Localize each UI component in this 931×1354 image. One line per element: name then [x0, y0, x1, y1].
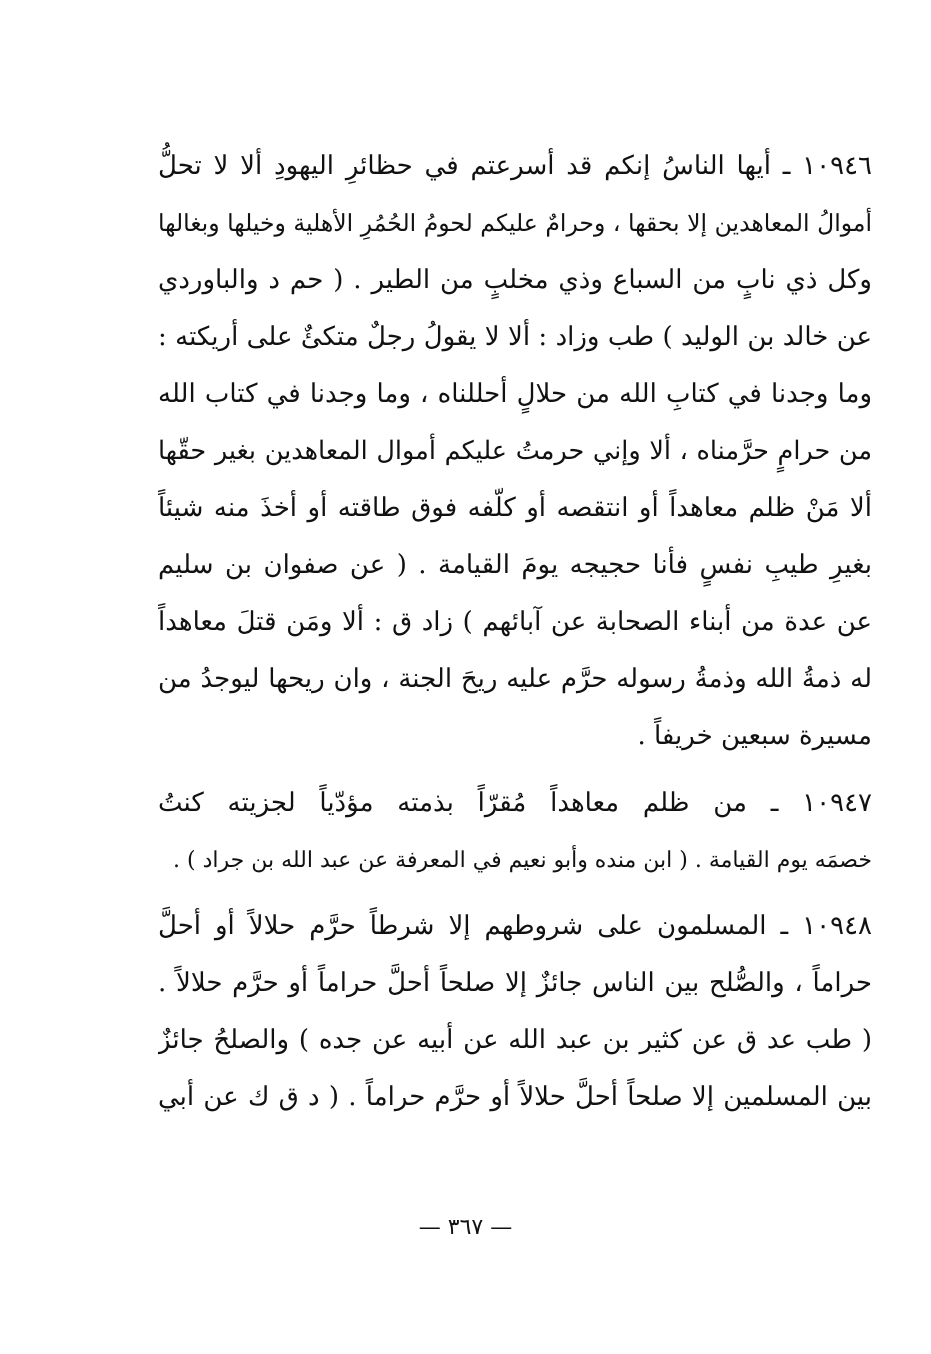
text-line: مسيرة سبعين خريفاً . — [637, 721, 872, 751]
text-line: ١٠٩٤٧ ـ من ظلم معاهداً مُقرّاً بذمته مؤدّياً لجزيته كنتُ — [158, 788, 872, 818]
text-line: بين المسلمين إلا صلحاً أحلَّ حلالاً أو حرَّم حراماً . ( د ق ك عن أبي — [158, 1082, 872, 1112]
page-body — [158, 138, 872, 1126]
text-line: ألا مَنْ ظلم معاهداً أو انتقصه أو كلّفه فوق طاقته أو أخذَ منه شيئاً — [158, 493, 872, 523]
text-line: من حرامٍ حرَّمناه ، ألا وإني حرمتُ عليكم أموال المعاهدين بغير حقّها — [158, 436, 872, 466]
text-line: عن عدة من أبناء الصحابة عن آبائهم ) زاد ق : ألا ومَن قتلَ معاهداً — [158, 607, 872, 637]
text-line: وما وجدنا في كتابِ الله من حلالٍ أحللناه ، وما وجدنا في كتاب الله — [158, 379, 872, 409]
text-line: له ذمةُ الله وذمةُ رسوله حرَّم عليه ريحَ الجنة ، وان ريحها ليوجدُ من — [158, 664, 872, 694]
text-line: عن خالد بن الوليد ) طب وزاد : ألا لا يقولُ رجلٌ متكئٌ على أريكته : — [158, 322, 872, 352]
hadith-10947 — [158, 775, 872, 889]
text-line: ١٠٩٤٦ ـ أيها الناسُ إنكم قد أسرعتم في حظائرِ اليهودِ ألا لا تحلُّ — [158, 151, 872, 181]
text-line: خصمَه يوم القيامة . ( ابن منده وأبو نعيم في المعرفة عن عبد الله بن جراد ) . — [173, 848, 872, 873]
text-line: ( طب عد ق عن كثير بن عبد الله عن أبيه عن جده ) والصلحُ جائزٌ — [158, 1025, 872, 1055]
text-line: أموالُ المعاهدين إلا بحقها ، وحرامٌ عليكم لحومُ الحُمُرِ الأهلية وخيلها وبغالها — [158, 209, 872, 237]
text-line: بغيرِ طيبِ نفسٍ فأنا حجيجه يومَ القيامة . ( عن صفوان بن سليم — [158, 550, 872, 580]
page-number: — ٣٦٧ — — [418, 1215, 513, 1240]
hadith-10948 — [158, 898, 872, 1126]
text-line: ١٠٩٤٨ ـ المسلمون على شروطهم إلا شرطاً حرَّم حلالاً أو أحلَّ — [158, 911, 872, 941]
text-line: حراماً ، والصُّلح بين الناس جائزٌ إلا صلحاً أحلَّ حراماً أو حرَّم حلالاً . — [158, 968, 872, 998]
hadith-10946 — [158, 138, 872, 765]
text-line: وكل ذي نابٍ من السباع وذي مخلبٍ من الطير . ( حم د والباوردي — [158, 265, 872, 295]
